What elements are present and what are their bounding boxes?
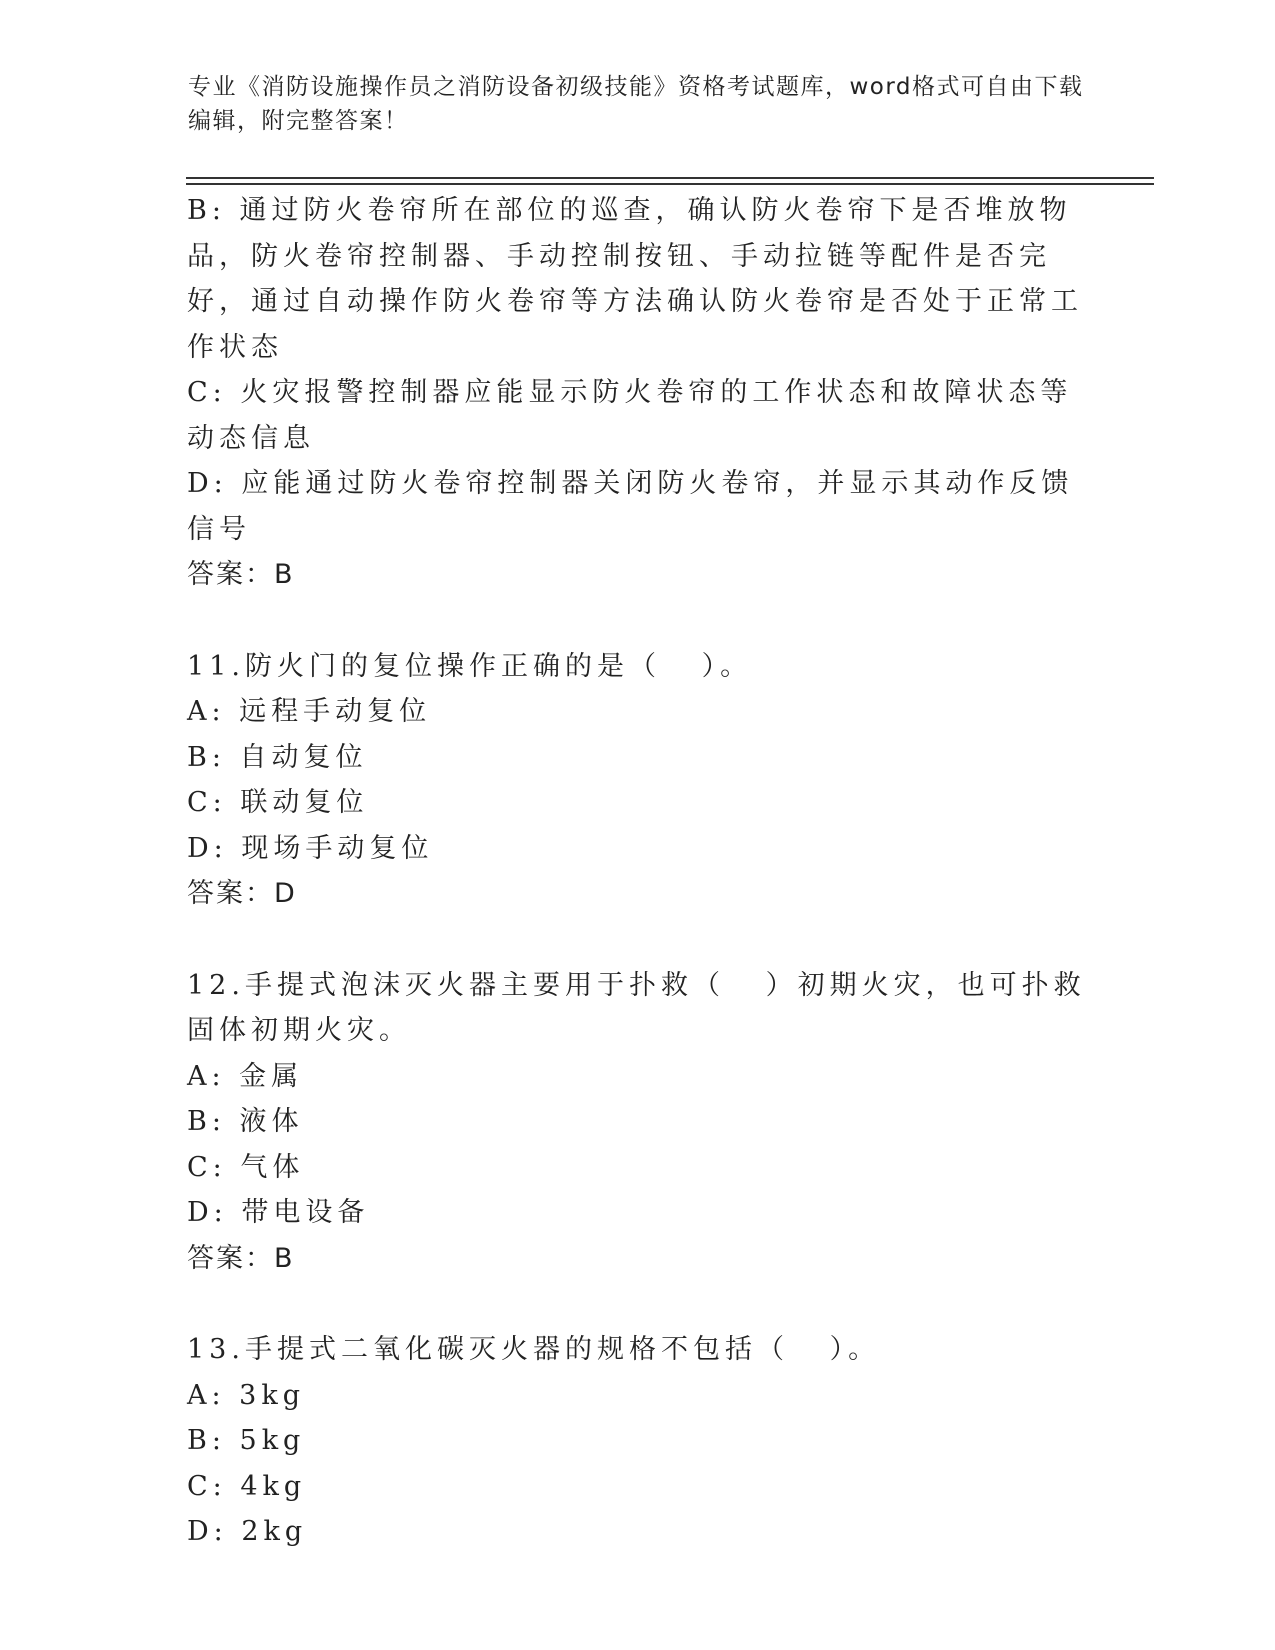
question-stem: 13.手提式二氧化碳灭火器的规格不包括（ ）。	[187, 1334, 881, 1365]
option-d: D: 带电设备	[187, 1197, 370, 1228]
option-b: B: 液体	[187, 1106, 304, 1137]
header-divider-bottom	[186, 183, 1154, 185]
question-content	[187, 188, 1087, 1555]
question-12	[187, 963, 1087, 1282]
option-a: A: 金属	[187, 1060, 304, 1092]
option-c: C: 气体	[187, 1151, 305, 1183]
option-c: C: 火灾报警控制器应能显示防火卷帘的工作状态和故障状态等动态信息	[187, 377, 1073, 454]
option-c: C: 4kg	[187, 1470, 307, 1502]
answer: 答案：D	[187, 878, 297, 909]
option-b: B: 5kg	[187, 1425, 306, 1456]
spacer	[187, 1281, 1087, 1327]
question-11	[187, 644, 1087, 917]
spacer	[187, 598, 1087, 644]
spacer	[187, 917, 1087, 963]
question-stem: 12.手提式泡沫灭火器主要用于扑救（ ）初期火灾，也可扑救固体初期火灾。	[187, 969, 1086, 1046]
document-header: 专业《消防设施操作员之消防设备初级技能》资格考试题库，word格式可自由下载编辑，附完整答案！	[188, 74, 1084, 134]
option-d: D: 应能通过防火卷帘控制器关闭防火卷帘，并显示其动作反馈信号	[187, 468, 1074, 545]
header-divider-top	[186, 177, 1154, 179]
option-b: B: 自动复位	[187, 741, 368, 773]
option-d: D: 现场手动复位	[187, 832, 434, 864]
answer: 答案：B	[187, 559, 295, 590]
option-b: B: 通过防火卷帘所在部位的巡查，确认防火卷帘下是否堆放物品，防火卷帘控制器、手动控制按钮、手动拉链等配件是否完好，通过自动操作防火卷帘等方法确认防火卷帘是否处于正常工作状态	[187, 195, 1083, 363]
option-a: A: 远程手动复位	[187, 696, 432, 727]
option-a: A: 3kg	[187, 1379, 306, 1411]
option-c: C: 联动复位	[187, 787, 369, 818]
question-10-continuation	[187, 188, 1087, 598]
option-d: D: 2kg	[187, 1516, 308, 1547]
question-stem: 11.防火门的复位操作正确的是（ ）。	[187, 650, 753, 682]
answer: 答案：B	[187, 1242, 295, 1274]
question-13	[187, 1327, 1087, 1555]
